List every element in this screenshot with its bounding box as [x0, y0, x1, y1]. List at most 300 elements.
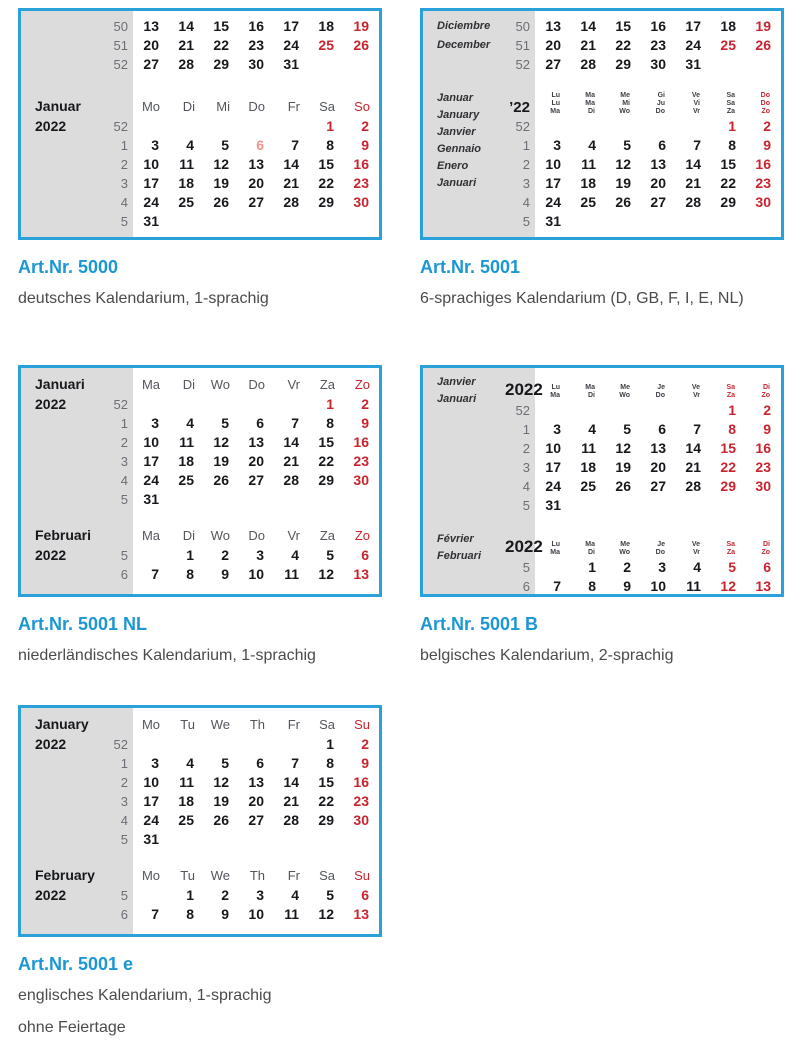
- day-cell: 3: [256, 547, 264, 563]
- date-row: [423, 439, 781, 458]
- weekday-label: Th: [249, 868, 265, 883]
- day-cell: 21: [283, 793, 299, 809]
- calendar-body: [21, 368, 379, 584]
- day-cell: 12: [213, 434, 229, 450]
- day-cell: 12: [615, 440, 631, 456]
- day-cell: 8: [326, 755, 334, 771]
- calendar-body: [21, 708, 379, 924]
- day-cell: 16: [248, 18, 264, 34]
- weekday-label: Do: [248, 528, 265, 543]
- weekday-label: Je Do: [655, 541, 665, 556]
- day-cell: 1: [326, 396, 334, 412]
- month-label: Février Februari: [437, 533, 482, 562]
- day-cell: 31: [283, 56, 299, 72]
- week-number: 52: [515, 403, 530, 418]
- day-cell: [745, 496, 780, 515]
- calendar-section: [21, 865, 379, 924]
- date-row: [21, 55, 379, 74]
- day-cell: 14: [580, 18, 596, 34]
- day-cell: 30: [353, 194, 369, 210]
- calendar-card-5001: [420, 8, 784, 312]
- day-cell: 31: [143, 213, 159, 229]
- day-cell: 5: [221, 415, 229, 431]
- day-cell: 10: [143, 156, 159, 172]
- day-cell: 1: [588, 559, 596, 575]
- date-row: [21, 414, 379, 433]
- week-number: 6: [522, 579, 530, 594]
- day-cell: 31: [545, 497, 561, 513]
- date-row: [21, 17, 379, 36]
- weekday-label: Ma: [141, 377, 160, 392]
- day-cell: 5: [623, 421, 631, 437]
- day-cell: 25: [580, 478, 596, 494]
- day-cell: 14: [178, 18, 194, 34]
- day-cell: 16: [353, 434, 369, 450]
- article-number: Art.Nr. 5001 NL: [18, 614, 148, 634]
- day-cell: 19: [213, 793, 229, 809]
- day-cell: 27: [248, 812, 264, 828]
- date-row: [423, 496, 781, 515]
- day-cell: 25: [318, 37, 334, 53]
- weekday-label: Za: [319, 528, 335, 543]
- day-cell: [640, 212, 675, 231]
- weekday-label: Su: [354, 868, 370, 883]
- weekday-label: Vr: [287, 528, 300, 543]
- day-cell: 26: [213, 812, 229, 828]
- day-cell: 24: [283, 37, 299, 53]
- day-cell: 18: [178, 175, 194, 191]
- weekday-label: Su: [354, 717, 370, 732]
- day-cell: 3: [256, 887, 264, 903]
- day-cell: 7: [151, 906, 159, 922]
- day-cell: [710, 496, 745, 515]
- week-number: 6: [120, 567, 128, 582]
- date-row: [21, 773, 379, 792]
- weekday-label: Ma Di: [585, 384, 595, 399]
- article-number: Art.Nr. 5001 B: [420, 614, 539, 634]
- calendar-card-5001-e: [18, 705, 382, 1041]
- week-number: 3: [120, 454, 128, 469]
- day-cell: 13: [545, 18, 561, 34]
- weekday-label: Lu Ma: [550, 541, 560, 556]
- day-cell: 28: [283, 194, 299, 210]
- day-cell: 25: [720, 37, 736, 53]
- week-number: 1: [522, 422, 530, 437]
- caption: [18, 614, 382, 669]
- day-cell: 12: [615, 156, 631, 172]
- day-cell: 7: [291, 137, 299, 153]
- date-row: [21, 490, 379, 509]
- day-cell: 6: [763, 559, 771, 575]
- week-number: 4: [120, 813, 128, 828]
- day-cell: [605, 212, 640, 231]
- day-cell: 7: [151, 566, 159, 582]
- calendar-card-5000: [18, 8, 382, 312]
- day-cell: [308, 830, 343, 849]
- day-cell: [168, 395, 203, 414]
- weekday-label: Mo: [141, 717, 160, 732]
- week-number: 3: [522, 176, 530, 191]
- description: deutsches Kalendarium, 1-sprachig: [18, 290, 269, 307]
- article-number: Art.Nr. 5000: [18, 257, 119, 277]
- weekday-label: Sa: [319, 717, 335, 732]
- day-cell: 27: [545, 56, 561, 72]
- day-cell: 4: [291, 547, 299, 563]
- day-cell: 16: [755, 440, 771, 456]
- day-cell: 31: [143, 491, 159, 507]
- day-cell: 2: [361, 118, 369, 134]
- week-number: 5: [120, 492, 128, 507]
- calendar-body: [423, 11, 781, 231]
- day-cell: [238, 117, 273, 136]
- week-number: 51: [515, 38, 530, 53]
- day-cell: 21: [580, 37, 596, 53]
- day-cell: 8: [186, 566, 194, 582]
- day-cell: 24: [143, 472, 159, 488]
- day-cell: 3: [151, 755, 159, 771]
- year-label: 2022: [505, 537, 543, 556]
- day-cell: [605, 117, 640, 136]
- calendar-section: [21, 374, 379, 509]
- weekday-label: Sa Sa Za: [726, 92, 735, 115]
- day-cell: [640, 496, 675, 515]
- day-cell: 27: [143, 56, 159, 72]
- day-cell: 28: [178, 56, 194, 72]
- day-cell: 31: [545, 213, 561, 229]
- day-cell: 22: [720, 459, 736, 475]
- day-cell: 2: [221, 547, 229, 563]
- day-cell: 5: [221, 755, 229, 771]
- weekday-label: Do: [248, 377, 265, 392]
- weekday-label: We: [210, 868, 230, 883]
- date-row: [423, 55, 781, 74]
- day-cell: 29: [720, 194, 736, 210]
- day-cell: 31: [685, 56, 701, 72]
- day-cell: 4: [588, 421, 596, 437]
- description: 6-sprachiges Kalendarium (D, GB, F, I, E, NL): [420, 290, 744, 307]
- day-cell: 11: [284, 566, 299, 582]
- date-row: [21, 433, 379, 452]
- day-cell: 18: [580, 459, 596, 475]
- day-cell: 5: [326, 547, 334, 563]
- day-cell: 29: [720, 478, 736, 494]
- day-cell: 9: [221, 906, 229, 922]
- day-cell: 19: [213, 453, 229, 469]
- day-cell: 3: [658, 559, 666, 575]
- day-cell: 4: [693, 559, 701, 575]
- weekday-header-row: [423, 374, 781, 401]
- day-cell: 26: [755, 37, 771, 53]
- day-cell: [133, 395, 168, 414]
- day-cell: 5: [221, 137, 229, 153]
- day-cell: 5: [326, 887, 334, 903]
- month-label: Januar January Janvier Gennaio Enero Januari: [437, 92, 482, 189]
- day-cell: [273, 212, 308, 231]
- day-cell: 1: [326, 736, 334, 752]
- weekday-label: Me Mi Wo: [619, 92, 630, 115]
- day-cell: 22: [318, 793, 334, 809]
- weekday-label: Je Do: [655, 384, 665, 399]
- week-number: 52: [515, 119, 530, 134]
- day-cell: 20: [545, 37, 561, 53]
- week-col-spacer: [103, 525, 133, 546]
- day-cell: [308, 55, 343, 74]
- day-cell: [570, 117, 605, 136]
- day-cell: 14: [685, 440, 701, 456]
- day-cell: 3: [553, 421, 561, 437]
- day-cell: 2: [763, 402, 771, 418]
- day-cell: 23: [353, 453, 369, 469]
- day-cell: 31: [143, 831, 159, 847]
- calendar-preview: [420, 8, 784, 240]
- day-cell: 1: [186, 547, 194, 563]
- day-cell: 25: [178, 472, 194, 488]
- day-cell: 24: [545, 194, 561, 210]
- week-number: 50: [515, 19, 530, 34]
- caption: [420, 257, 784, 312]
- calendar-body: [21, 11, 379, 231]
- day-cell: [133, 117, 168, 136]
- week-number: 5: [120, 888, 128, 903]
- day-cell: [570, 212, 605, 231]
- day-cell: 8: [728, 137, 736, 153]
- day-cell: [535, 401, 570, 420]
- weekday-label: Sa Za: [726, 384, 735, 399]
- weekday-label: Th: [249, 717, 265, 732]
- day-cell: 22: [615, 37, 631, 53]
- date-row: [21, 792, 379, 811]
- day-cell: 30: [353, 812, 369, 828]
- day-cell: [273, 490, 308, 509]
- day-cell: 15: [720, 156, 736, 172]
- day-cell: 22: [720, 175, 736, 191]
- calendar-preview: [420, 365, 784, 597]
- week-number: 1: [120, 416, 128, 431]
- day-cell: [745, 212, 780, 231]
- article-number: Art.Nr. 5001: [420, 257, 521, 277]
- day-cell: 9: [361, 137, 369, 153]
- day-cell: 19: [615, 459, 631, 475]
- day-cell: 20: [650, 175, 666, 191]
- day-cell: 6: [256, 137, 264, 153]
- day-cell: [535, 117, 570, 136]
- calendar-section: [423, 374, 781, 515]
- day-cell: 29: [318, 812, 334, 828]
- day-cell: 9: [361, 415, 369, 431]
- date-row: [21, 565, 379, 584]
- day-cell: 11: [581, 156, 596, 172]
- description: belgisches Kalendarium, 2-sprachig: [420, 647, 674, 664]
- day-cell: [675, 496, 710, 515]
- description: englisches Kalendarium, 1-sprachig: [18, 987, 272, 1004]
- day-cell: 17: [545, 459, 561, 475]
- day-cell: 23: [248, 37, 264, 53]
- day-cell: 9: [221, 566, 229, 582]
- day-cell: [605, 401, 640, 420]
- day-cell: 23: [755, 459, 771, 475]
- day-cell: 17: [685, 18, 701, 34]
- day-cell: 11: [581, 440, 596, 456]
- weekday-label: Gi Ju Do: [655, 92, 665, 115]
- week-number: 3: [522, 460, 530, 475]
- week-number: 52: [515, 57, 530, 72]
- week-col-spacer: [103, 374, 133, 395]
- day-cell: 1: [326, 118, 334, 134]
- weekday-label: Di Zo: [761, 541, 770, 556]
- weekday-label: Zo: [354, 377, 370, 392]
- weekday-label: Ve Vr: [691, 541, 700, 556]
- day-cell: 10: [248, 906, 264, 922]
- calendar-card-5001-b: [420, 365, 784, 669]
- date-row: [21, 830, 379, 849]
- day-cell: 2: [763, 118, 771, 134]
- weekday-label: Mi: [216, 99, 230, 114]
- day-cell: [133, 886, 168, 905]
- day-cell: [675, 212, 710, 231]
- date-row: [423, 193, 781, 212]
- week-number: 2: [522, 441, 530, 456]
- month-label: Diciembre December: [437, 20, 491, 51]
- day-cell: [238, 735, 273, 754]
- day-cell: 7: [291, 415, 299, 431]
- day-cell: 10: [545, 156, 561, 172]
- weekday-label: Me Wo: [619, 541, 630, 556]
- day-cell: [238, 395, 273, 414]
- article-number: Art.Nr. 5001 e: [18, 954, 134, 974]
- day-cell: 9: [763, 421, 771, 437]
- day-cell: 18: [178, 793, 194, 809]
- day-cell: 9: [361, 755, 369, 771]
- day-cell: 8: [326, 137, 334, 153]
- day-cell: 13: [650, 440, 666, 456]
- day-cell: 29: [318, 194, 334, 210]
- week-col-spacer: [103, 714, 133, 735]
- weekday-label: Ma Di: [585, 541, 595, 556]
- day-cell: 17: [143, 453, 159, 469]
- day-cell: [605, 496, 640, 515]
- day-cell: 28: [685, 194, 701, 210]
- weekday-label: Di: [182, 528, 195, 543]
- date-row: [21, 136, 379, 155]
- weekday-label: Fr: [287, 868, 300, 883]
- day-cell: 24: [143, 812, 159, 828]
- day-cell: [343, 830, 378, 849]
- day-cell: 17: [143, 175, 159, 191]
- day-cell: 22: [318, 175, 334, 191]
- day-cell: 13: [353, 906, 369, 922]
- weekday-label: Wo: [210, 377, 230, 392]
- week-number: 1: [120, 138, 128, 153]
- day-cell: 20: [248, 453, 264, 469]
- day-cell: 15: [318, 774, 334, 790]
- day-cell: 15: [720, 440, 736, 456]
- date-row: [21, 174, 379, 193]
- day-cell: 1: [186, 887, 194, 903]
- day-cell: 3: [151, 415, 159, 431]
- weekday-label: Fr: [287, 717, 300, 732]
- caption: [18, 954, 382, 1041]
- day-cell: [203, 490, 238, 509]
- date-row: [21, 754, 379, 773]
- day-cell: 18: [318, 18, 334, 34]
- day-cell: 25: [580, 194, 596, 210]
- day-cell: 16: [353, 774, 369, 790]
- week-number: 4: [522, 479, 530, 494]
- weekday-label: Di: [182, 377, 195, 392]
- day-cell: [238, 830, 273, 849]
- calendar-preview: [18, 705, 382, 937]
- day-cell: 3: [151, 137, 159, 153]
- day-cell: 4: [186, 137, 194, 153]
- date-row: [21, 212, 379, 231]
- day-cell: 5: [728, 559, 736, 575]
- weekday-label: Di Zo: [761, 384, 770, 399]
- week-number: 5: [120, 214, 128, 229]
- week-number: 5: [120, 548, 128, 563]
- week-col-spacer: [103, 96, 133, 117]
- description: niederländisches Kalendarium, 1-sprachig: [18, 647, 316, 664]
- day-cell: 14: [283, 434, 299, 450]
- day-cell: 26: [615, 478, 631, 494]
- day-cell: 21: [283, 175, 299, 191]
- day-cell: [238, 490, 273, 509]
- day-cell: [308, 212, 343, 231]
- year-label: 2022: [505, 380, 543, 399]
- week-col-spacer: [103, 865, 133, 886]
- weekday-label: Lu Ma: [550, 384, 560, 399]
- day-cell: 4: [186, 415, 194, 431]
- calendar-section: [423, 17, 781, 74]
- day-cell: 29: [318, 472, 334, 488]
- week-number: 52: [113, 119, 128, 134]
- day-cell: 20: [248, 793, 264, 809]
- weekday-label: Do: [248, 99, 265, 114]
- day-cell: [710, 55, 745, 74]
- calendar-card-5001-nl: [18, 365, 382, 669]
- day-cell: 27: [248, 194, 264, 210]
- week-number: 2: [120, 157, 128, 172]
- day-cell: 25: [178, 194, 194, 210]
- day-cell: 3: [553, 137, 561, 153]
- day-cell: [535, 558, 570, 577]
- day-cell: 16: [755, 156, 771, 172]
- weekday-label: Mo: [141, 99, 160, 114]
- month-label: January 2022: [35, 716, 89, 752]
- week-number: 52: [113, 397, 128, 412]
- day-cell: 13: [248, 774, 264, 790]
- weekday-label: Di: [182, 99, 195, 114]
- day-cell: 13: [353, 566, 369, 582]
- day-cell: 21: [283, 453, 299, 469]
- day-cell: [203, 395, 238, 414]
- weekday-label: Sa: [319, 868, 335, 883]
- week-number: 5: [522, 498, 530, 513]
- description-line-2: ohne Feiertage: [18, 1018, 126, 1036]
- weekday-label: Ma: [141, 528, 160, 543]
- day-cell: 30: [650, 56, 666, 72]
- day-cell: [203, 212, 238, 231]
- day-cell: 25: [178, 812, 194, 828]
- day-cell: 26: [213, 472, 229, 488]
- year-label: ’22: [509, 99, 530, 116]
- day-cell: 26: [353, 37, 369, 53]
- day-cell: 15: [213, 18, 229, 34]
- day-cell: [343, 490, 378, 509]
- day-cell: [168, 490, 203, 509]
- day-cell: 4: [291, 887, 299, 903]
- calendar-preview: [18, 8, 382, 240]
- day-cell: 10: [545, 440, 561, 456]
